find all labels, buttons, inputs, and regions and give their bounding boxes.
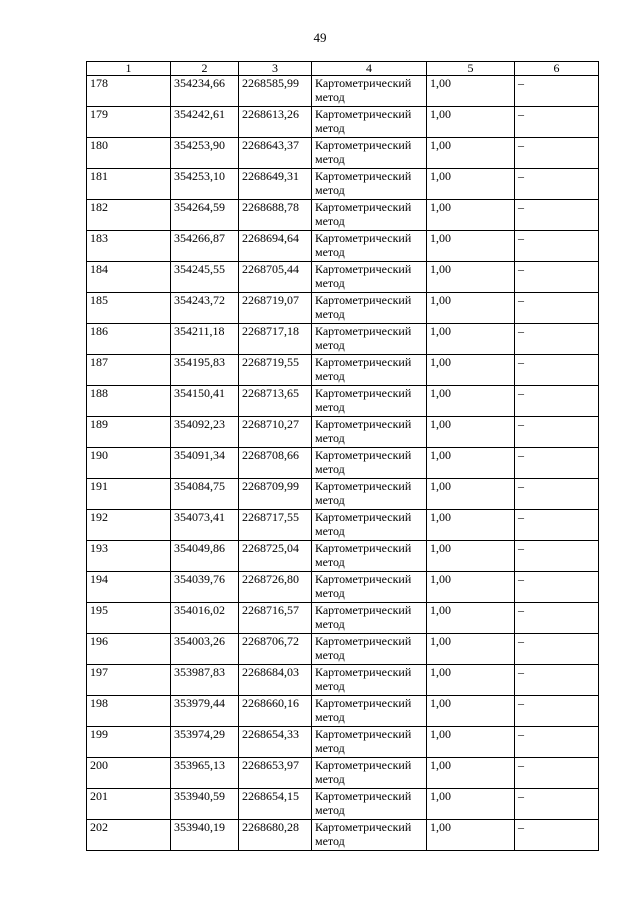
method-cell (312, 634, 427, 665)
description-cell: – (515, 603, 599, 634)
table-row (87, 138, 599, 169)
method-cell (312, 448, 427, 479)
page-number: 49 (313, 30, 327, 45)
y-coordinate-cell: 2268709,99 (239, 479, 312, 510)
method-line-2: метод (315, 462, 345, 476)
table-row (87, 820, 599, 851)
y-coordinate-cell: 2268680,28 (239, 820, 312, 851)
method-line-1: Картометрический (315, 696, 412, 710)
y-coordinate-cell: 2268688,78 (239, 200, 312, 231)
method-line-2: метод (315, 710, 345, 724)
point-number-cell: 189 (87, 417, 171, 448)
y-coordinate-cell: 2268660,16 (239, 696, 312, 727)
method-line-2: метод (315, 276, 345, 290)
method-line-1: Картометрический (315, 789, 412, 803)
method-line-2: метод (315, 90, 345, 104)
point-number-cell: 193 (87, 541, 171, 572)
accuracy-cell: 1,00 (427, 665, 515, 696)
description-cell: – (515, 169, 599, 200)
y-coordinate-cell: 2268585,99 (239, 76, 312, 107)
accuracy-cell: 1,00 (427, 262, 515, 293)
x-coordinate-cell: 354234,66 (171, 76, 239, 107)
point-number-cell: 196 (87, 634, 171, 665)
point-number-cell: 179 (87, 107, 171, 138)
y-coordinate-cell: 2268654,33 (239, 727, 312, 758)
accuracy-cell: 1,00 (427, 541, 515, 572)
method-cell (312, 789, 427, 820)
x-coordinate-cell: 354091,34 (171, 448, 239, 479)
method-cell (312, 541, 427, 572)
description-cell: – (515, 262, 599, 293)
x-coordinate-cell: 354150,41 (171, 386, 239, 417)
accuracy-cell: 1,00 (427, 479, 515, 510)
method-cell (312, 417, 427, 448)
y-coordinate-cell: 2268643,37 (239, 138, 312, 169)
method-line-1: Картометрический (315, 355, 412, 369)
header-col-2: 2 (171, 62, 239, 76)
y-coordinate-cell: 2268717,55 (239, 510, 312, 541)
point-number-cell: 187 (87, 355, 171, 386)
description-cell: – (515, 789, 599, 820)
method-line-2: метод (315, 338, 345, 352)
method-line-1: Картометрический (315, 727, 412, 741)
description-cell: – (515, 417, 599, 448)
x-coordinate-cell: 353974,29 (171, 727, 239, 758)
x-coordinate-cell: 354073,41 (171, 510, 239, 541)
method-line-2: метод (315, 214, 345, 228)
coordinates-table (86, 61, 599, 851)
y-coordinate-cell: 2268654,15 (239, 789, 312, 820)
point-number-cell: 194 (87, 572, 171, 603)
description-cell: – (515, 324, 599, 355)
accuracy-cell: 1,00 (427, 107, 515, 138)
description-cell: – (515, 634, 599, 665)
point-number-cell: 198 (87, 696, 171, 727)
description-cell: – (515, 727, 599, 758)
method-line-1: Картометрический (315, 262, 412, 276)
accuracy-cell: 1,00 (427, 293, 515, 324)
method-cell (312, 324, 427, 355)
y-coordinate-cell: 2268653,97 (239, 758, 312, 789)
accuracy-cell: 1,00 (427, 417, 515, 448)
y-coordinate-cell: 2268716,57 (239, 603, 312, 634)
header-col-1: 1 (87, 62, 171, 76)
accuracy-cell: 1,00 (427, 696, 515, 727)
method-line-2: метод (315, 524, 345, 538)
method-line-2: метод (315, 555, 345, 569)
description-cell: – (515, 355, 599, 386)
x-coordinate-cell: 353987,83 (171, 665, 239, 696)
table-row (87, 169, 599, 200)
method-line-2: метод (315, 648, 345, 662)
point-number-cell: 182 (87, 200, 171, 231)
x-coordinate-cell: 354245,55 (171, 262, 239, 293)
method-cell (312, 107, 427, 138)
method-line-2: метод (315, 834, 345, 848)
table-row (87, 448, 599, 479)
table-row (87, 355, 599, 386)
table-row (87, 510, 599, 541)
x-coordinate-cell: 353965,13 (171, 758, 239, 789)
table-row (87, 603, 599, 634)
x-coordinate-cell: 354039,76 (171, 572, 239, 603)
method-cell (312, 727, 427, 758)
method-cell (312, 293, 427, 324)
table-row (87, 789, 599, 820)
description-cell: – (515, 696, 599, 727)
description-cell: – (515, 448, 599, 479)
accuracy-cell: 1,00 (427, 355, 515, 386)
y-coordinate-cell: 2268719,55 (239, 355, 312, 386)
method-cell (312, 665, 427, 696)
point-number-cell: 185 (87, 293, 171, 324)
method-cell (312, 169, 427, 200)
description-cell: – (515, 138, 599, 169)
y-coordinate-cell: 2268694,64 (239, 231, 312, 262)
y-coordinate-cell: 2268719,07 (239, 293, 312, 324)
x-coordinate-cell: 354003,26 (171, 634, 239, 665)
method-line-2: метод (315, 183, 345, 197)
method-line-1: Картометрический (315, 169, 412, 183)
table-row (87, 541, 599, 572)
method-cell (312, 696, 427, 727)
table-row (87, 324, 599, 355)
accuracy-cell: 1,00 (427, 603, 515, 634)
x-coordinate-cell: 354264,59 (171, 200, 239, 231)
y-coordinate-cell: 2268705,44 (239, 262, 312, 293)
point-number-cell: 190 (87, 448, 171, 479)
accuracy-cell: 1,00 (427, 138, 515, 169)
y-coordinate-cell: 2268710,27 (239, 417, 312, 448)
method-cell (312, 200, 427, 231)
method-line-2: метод (315, 679, 345, 693)
accuracy-cell: 1,00 (427, 758, 515, 789)
description-cell: – (515, 107, 599, 138)
description-cell: – (515, 758, 599, 789)
table-header (87, 62, 599, 76)
method-cell (312, 510, 427, 541)
table-row (87, 107, 599, 138)
method-line-2: метод (315, 152, 345, 166)
accuracy-cell: 1,00 (427, 169, 515, 200)
method-line-1: Картометрический (315, 820, 412, 834)
point-number-cell: 181 (87, 169, 171, 200)
y-coordinate-cell: 2268713,65 (239, 386, 312, 417)
accuracy-cell: 1,00 (427, 324, 515, 355)
method-line-1: Картометрический (315, 293, 412, 307)
table-row (87, 386, 599, 417)
x-coordinate-cell: 353940,19 (171, 820, 239, 851)
description-cell: – (515, 76, 599, 107)
description-cell: – (515, 231, 599, 262)
method-cell (312, 355, 427, 386)
header-col-3: 3 (239, 62, 312, 76)
point-number-cell: 191 (87, 479, 171, 510)
y-coordinate-cell: 2268684,03 (239, 665, 312, 696)
method-cell (312, 386, 427, 417)
x-coordinate-cell: 354253,90 (171, 138, 239, 169)
x-coordinate-cell: 354084,75 (171, 479, 239, 510)
method-line-2: метод (315, 245, 345, 259)
point-number-cell: 195 (87, 603, 171, 634)
header-row (87, 62, 599, 76)
accuracy-cell: 1,00 (427, 448, 515, 479)
method-cell (312, 231, 427, 262)
x-coordinate-cell: 354016,02 (171, 603, 239, 634)
y-coordinate-cell: 2268613,26 (239, 107, 312, 138)
method-line-1: Картометрический (315, 758, 412, 772)
x-coordinate-cell: 354243,72 (171, 293, 239, 324)
point-number-cell: 183 (87, 231, 171, 262)
x-coordinate-cell: 354092,23 (171, 417, 239, 448)
method-line-2: метод (315, 803, 345, 817)
table-row (87, 758, 599, 789)
accuracy-cell: 1,00 (427, 200, 515, 231)
method-line-2: метод (315, 400, 345, 414)
point-number-cell: 197 (87, 665, 171, 696)
method-line-1: Картометрический (315, 107, 412, 121)
description-cell: – (515, 510, 599, 541)
method-line-2: метод (315, 121, 345, 135)
method-line-1: Картометрический (315, 448, 412, 462)
header-col-5: 5 (427, 62, 515, 76)
point-number-cell: 200 (87, 758, 171, 789)
method-line-2: метод (315, 307, 345, 321)
method-line-1: Картометрический (315, 386, 412, 400)
method-line-1: Картометрический (315, 510, 412, 524)
accuracy-cell: 1,00 (427, 386, 515, 417)
method-line-2: метод (315, 617, 345, 631)
point-number-cell: 184 (87, 262, 171, 293)
method-cell (312, 820, 427, 851)
accuracy-cell: 1,00 (427, 727, 515, 758)
accuracy-cell: 1,00 (427, 231, 515, 262)
method-line-2: метод (315, 772, 345, 786)
method-line-2: метод (315, 586, 345, 600)
x-coordinate-cell: 354253,10 (171, 169, 239, 200)
point-number-cell: 188 (87, 386, 171, 417)
method-line-2: метод (315, 431, 345, 445)
table-row (87, 231, 599, 262)
method-line-1: Картометрический (315, 324, 412, 338)
header-col-6: 6 (515, 62, 599, 76)
point-number-cell: 180 (87, 138, 171, 169)
description-cell: – (515, 665, 599, 696)
method-line-1: Картометрический (315, 603, 412, 617)
header-col-4: 4 (312, 62, 427, 76)
description-cell: – (515, 293, 599, 324)
method-line-2: метод (315, 741, 345, 755)
point-number-cell: 199 (87, 727, 171, 758)
y-coordinate-cell: 2268717,18 (239, 324, 312, 355)
description-cell: – (515, 820, 599, 851)
description-cell: – (515, 200, 599, 231)
accuracy-cell: 1,00 (427, 510, 515, 541)
point-number-cell: 186 (87, 324, 171, 355)
table-row (87, 76, 599, 107)
table-row (87, 665, 599, 696)
accuracy-cell: 1,00 (427, 572, 515, 603)
description-cell: – (515, 386, 599, 417)
table-row (87, 572, 599, 603)
point-number-cell: 202 (87, 820, 171, 851)
method-cell (312, 76, 427, 107)
method-line-1: Картометрический (315, 76, 412, 90)
method-line-1: Картометрический (315, 572, 412, 586)
description-cell: – (515, 479, 599, 510)
point-number-cell: 178 (87, 76, 171, 107)
accuracy-cell: 1,00 (427, 76, 515, 107)
table-row (87, 727, 599, 758)
method-line-1: Картометрический (315, 665, 412, 679)
point-number-cell: 201 (87, 789, 171, 820)
table-row (87, 200, 599, 231)
table-row (87, 634, 599, 665)
accuracy-cell: 1,00 (427, 820, 515, 851)
method-line-1: Картометрический (315, 541, 412, 555)
x-coordinate-cell: 354266,87 (171, 231, 239, 262)
y-coordinate-cell: 2268725,04 (239, 541, 312, 572)
description-cell: – (515, 572, 599, 603)
method-cell (312, 262, 427, 293)
x-coordinate-cell: 354242,61 (171, 107, 239, 138)
y-coordinate-cell: 2268706,72 (239, 634, 312, 665)
method-line-2: метод (315, 493, 345, 507)
method-line-1: Картометрический (315, 479, 412, 493)
description-cell: – (515, 541, 599, 572)
method-line-1: Картометрический (315, 634, 412, 648)
table-body (87, 76, 599, 851)
method-line-1: Картометрический (315, 200, 412, 214)
method-cell (312, 479, 427, 510)
method-cell (312, 138, 427, 169)
x-coordinate-cell: 354049,86 (171, 541, 239, 572)
method-line-1: Картометрический (315, 417, 412, 431)
method-cell (312, 758, 427, 789)
accuracy-cell: 1,00 (427, 634, 515, 665)
y-coordinate-cell: 2268649,31 (239, 169, 312, 200)
table-row (87, 696, 599, 727)
method-line-1: Картометрический (315, 138, 412, 152)
x-coordinate-cell: 354195,83 (171, 355, 239, 386)
table-row (87, 262, 599, 293)
x-coordinate-cell: 353940,59 (171, 789, 239, 820)
x-coordinate-cell: 353979,44 (171, 696, 239, 727)
method-cell (312, 603, 427, 634)
method-cell (312, 572, 427, 603)
point-number-cell: 192 (87, 510, 171, 541)
y-coordinate-cell: 2268708,66 (239, 448, 312, 479)
x-coordinate-cell: 354211,18 (171, 324, 239, 355)
table-row (87, 417, 599, 448)
method-line-2: метод (315, 369, 345, 383)
method-line-1: Картометрический (315, 231, 412, 245)
table-row (87, 293, 599, 324)
accuracy-cell: 1,00 (427, 789, 515, 820)
table-row (87, 479, 599, 510)
y-coordinate-cell: 2268726,80 (239, 572, 312, 603)
